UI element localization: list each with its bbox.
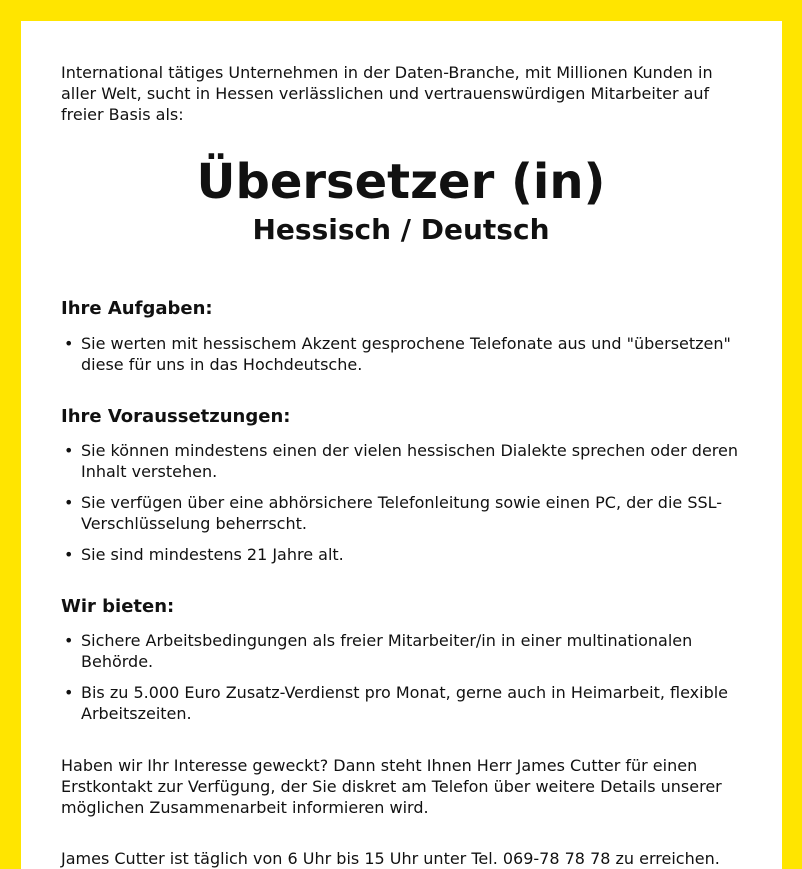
list-item-text: Sichere Arbeitsbedingungen als freier Mitarbeiter/in in einer multinationalen Behörde. bbox=[81, 631, 693, 671]
list-item bbox=[61, 544, 751, 565]
list-item bbox=[61, 682, 751, 724]
list-item-text: Sie verfügen über eine abhörsichere Telefonleitung sowie einen PC, der die SSL-Verschlüsselung beherrscht. bbox=[81, 493, 723, 533]
bullet-icon: • bbox=[64, 334, 74, 353]
list-item-text: Sie werten mit hessischem Akzent gesprochene Telefonate aus und "übersetzen" diese für uns in das Hochdeutsche. bbox=[81, 334, 731, 374]
job-title: Übersetzer (in) bbox=[196, 154, 606, 210]
contact-paragraph: James Cutter ist täglich von 6 Uhr bis 15 Uhr unter Tel. 069-78 78 78 zu erreichen. bbox=[61, 849, 720, 868]
bullet-icon: • bbox=[64, 631, 74, 650]
intro-text: International tätiges Unternehmen in der Daten-Branche, mit Millionen Kunden in aller Welt, sucht in Hessen verlässlichen und vertrauenswürdigen Mitarbeiter auf freier Basis als: bbox=[61, 63, 713, 124]
list-voraussetzungen bbox=[61, 440, 751, 575]
bullet-icon: • bbox=[64, 683, 74, 702]
section-heading-aufgaben: Ihre Aufgaben: bbox=[61, 298, 213, 319]
list-item bbox=[61, 440, 751, 482]
list-item-text: Bis zu 5.000 Euro Zusatz-Verdienst pro Monat, gerne auch in Heimarbeit, flexible Arbeitszeiten. bbox=[81, 683, 729, 723]
section-heading-voraussetzungen: Ihre Voraussetzungen: bbox=[61, 406, 291, 427]
list-item bbox=[61, 333, 751, 375]
yellow-border-left bbox=[0, 0, 21, 869]
list-item bbox=[61, 630, 751, 672]
bullet-icon: • bbox=[64, 493, 74, 512]
yellow-border-top bbox=[0, 0, 802, 21]
list-item-text: Sie können mindestens einen der vielen hessischen Dialekte sprechen oder deren Inhalt verstehen. bbox=[81, 441, 738, 481]
list-item bbox=[61, 492, 751, 534]
closing-paragraph: Haben wir Ihr Interesse geweckt? Dann steht Ihnen Herr James Cutter für einen Erstkontakt zur Verfügung, der Sie diskret am Telefon über weitere Details unserer möglichen Zusammenarbeit informieren wird. bbox=[61, 756, 722, 817]
list-aufgaben bbox=[61, 333, 751, 385]
section-heading-bieten: Wir bieten: bbox=[61, 596, 175, 617]
list-bieten bbox=[61, 630, 751, 734]
bullet-icon: • bbox=[64, 545, 74, 564]
yellow-border-right bbox=[782, 0, 802, 869]
job-subtitle: Hessisch / Deutsch bbox=[252, 213, 550, 246]
list-item-text: Sie sind mindestens 21 Jahre alt. bbox=[81, 545, 344, 564]
bullet-icon: • bbox=[64, 441, 74, 460]
